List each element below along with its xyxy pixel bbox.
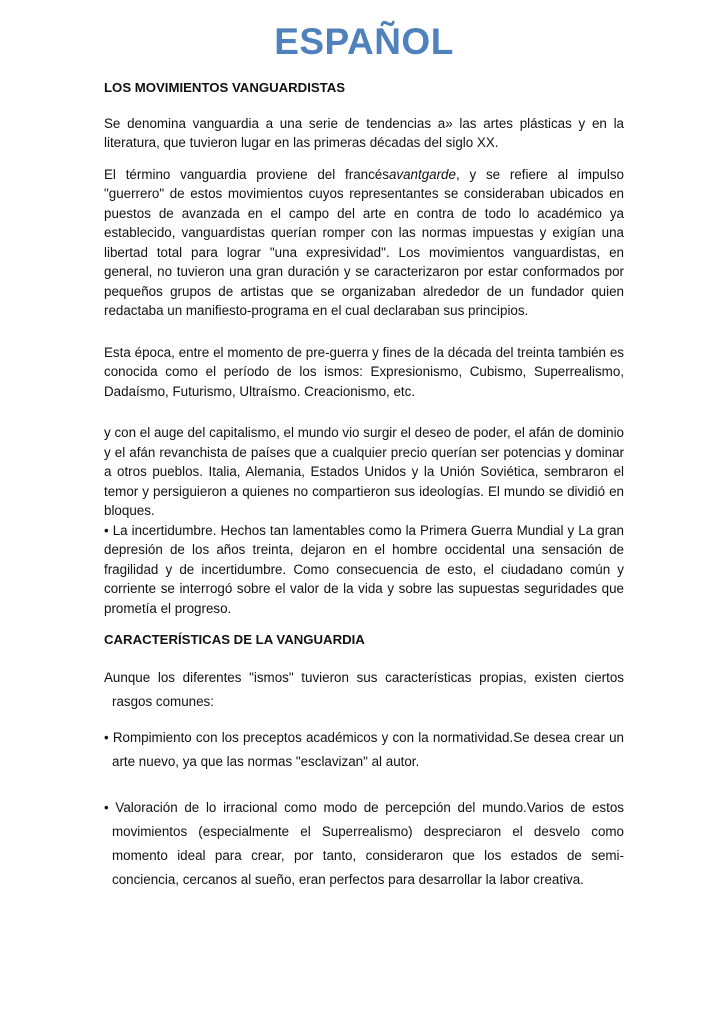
- paragraph-termino-end: , y se refiere al impulso "guerrero" de estos movimientos cuyos representantes se consideraban ubicados en puestos de avanzada en el campo del arte en contra de todo lo académico ya establecido, vanguardistas querían romper con las normas impuestas y exigían una libertad total para lograr "una expresividad". Los movimientos vanguardistas, en general, no tuvieron una gran duración y se caracterizaron por estar conformados por pequeños grupos de artistas que se organizaban alrededor de un fundador quien redactaba un manifiesto-programa en el cual declaraban sus principios.: [104, 166, 624, 318]
- paragraph-termino-start: El término vanguardia proviene del francés: [104, 166, 389, 182]
- paragraph-definicion: Se denomina vanguardia a una serie de tendencias a» las artes plásticas y en la literatura, que tuvieron lugar en las primeras décadas del siglo XX.: [104, 115, 624, 150]
- list-item-valoracion: • Valoración de lo irracional como modo de percepción del mundo.Varios de estos movimientos (especialmente el Superrealismo) despreciaron el desvelo como momento ideal para crear, por tanto, consideraron que los estados de semi-conciencia, cercanos al sueño, eran perfectos para desarrollar la labor creativa.: [104, 799, 624, 887]
- section-heading-caracteristicas: CARACTERÍSTICAS DE LA VANGUARDIA: [104, 632, 365, 647]
- document-page: [104, 20, 624, 892]
- paragraph-capitalismo: y con el auge del capitalismo, el mundo vio surgir el deseo de poder, el afán de dominio y el afán revanchista de países que a cualquier precio querían ser potencias y dominar a otros pueblos. Italia, Alemania, Estados Unidos y la Unión Soviética, sembraron el temor y persiguieron a quienes no compartieron sus ideologías. El mundo se dividió en bloques.: [104, 425, 624, 518]
- paragraph-termino-italic: avantgarde: [388, 166, 456, 182]
- paragraph-epoca: Esta época, entre el momento de pre-guerra y fines de la década del treinta también es conocida como el período de los ismos: Expresionismo, Cubismo, Superrealismo, Dadaísmo, Futurismo, Ultraísmo. Creacionismo, etc.: [104, 344, 624, 399]
- section-heading-movimientos: LOS MOVIMIENTOS VANGUARDISTAS: [104, 80, 346, 95]
- paragraph-rasgos-intro: Aunque los diferentes "ismos" tuvieron sus características propias, existen ciertos rasgos comunes:: [104, 669, 624, 709]
- list-item-rompimiento: • Rompimiento con los preceptos académicos y con la normatividad.Se desea crear un arte nuevo, ya que las normas "esclavizan" al autor.: [104, 729, 624, 769]
- paragraph-termino: [104, 165, 624, 321]
- paragraph-incertidumbre: • La incertidumbre. Hechos tan lamentables como la Primera Guerra Mundial y La gran depresión de los años treinta, dejaron en el hombre occidental una sensación de fragilidad y de incertidumbre. Como consecuencia de esto, el ciudadano común y corriente se interrogó sobre el valor de la vida y sobre las supuestas seguridades que prometía el progreso.: [104, 522, 624, 616]
- page-title: ESPAÑOL: [274, 21, 454, 62]
